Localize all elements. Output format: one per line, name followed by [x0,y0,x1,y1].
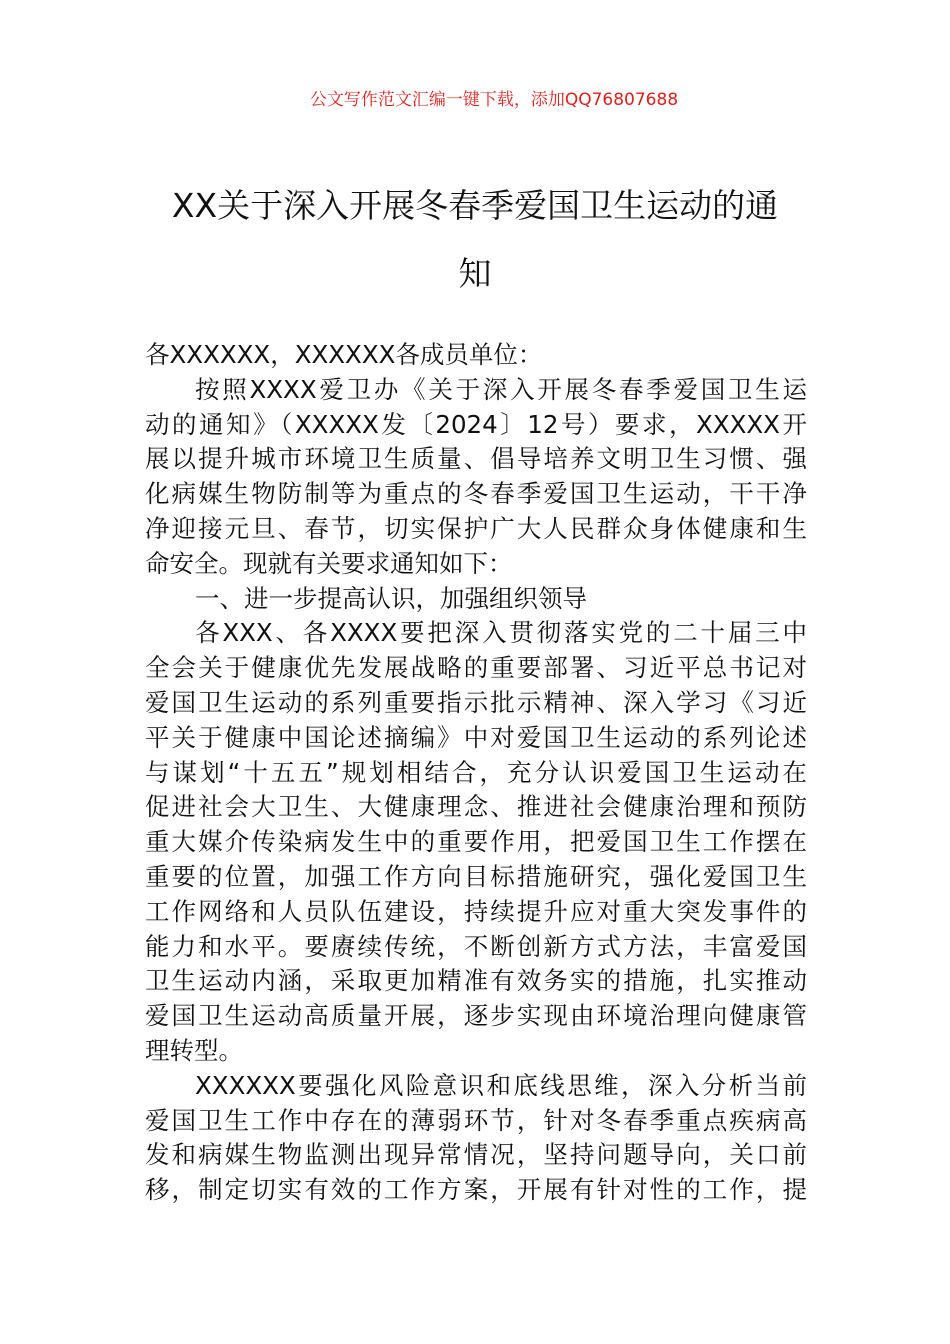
body-text-line: 重要的位置，加强工作方向目标措施研究，强化爱国卫生 [145,861,807,891]
body-text-line: 工作网络和人员队伍建设，持续提升应对重大突发事件的 [145,896,807,926]
body-text-line: 净迎接元旦、春节，切实保护广大人民群众身体健康和生 [145,513,807,543]
body-text-line: 爱国卫生工作中存在的薄弱环节，针对冬春季重点疾病高 [145,1105,807,1135]
body-text-line: 促进社会大卫生、大健康理念、推进社会健康治理和预防 [145,792,807,822]
body-text-line: 爱国卫生运动的系列重要指示批示精神、深入学习《习近 [145,687,807,717]
body-text-line: 重大媒介传染病发生中的重要作用，把爱国卫生工作摆在 [145,827,807,857]
body-text-line: 卫生运动内涵，采取更加精准有效务实的措施，扎实推动 [145,966,807,996]
body-text-line: 一、进一步提高认识，加强组织领导 [195,583,587,613]
body-text-line: 理转型。 [145,1035,243,1065]
body-text-line: 发和病媒生物监测出现异常情况，坚持问题导向，关口前 [145,1140,807,1170]
body-text-line: 平关于健康中国论述摘编》中对爱国卫生运动的系列论述 [145,722,807,752]
body-text-line: 爱国卫生运动高质量开展，逐步实现由环境治理向健康管 [145,1001,807,1031]
body-text-line: 与谋划“十五五”规划相结合，充分认识爱国卫生运动在 [145,757,807,787]
document-body [145,338,807,1208]
body-text-line: 能力和水平。要赓续传统，不断创新方式方法，丰富爱国 [145,931,807,961]
body-text-line: 展以提升城市环境卫生质量、倡导培养文明卫生习惯、强 [145,444,807,474]
document-title-line-2: 知 [458,254,492,293]
document-title-line-1: XX关于深入开展冬春季爱国卫生运动的通 [171,186,779,225]
body-text-line: 命安全。现就有关要求通知如下： [145,548,513,578]
promo-header: 公文写作范文汇编一键下载，添加QQ76807688 [309,90,679,110]
body-text-line: 各XXX、各XXXX要把深入贯彻落实党的二十届三中 [195,618,807,648]
body-text-line: 全会关于健康优先发展战略的重要部署、习近平总书记对 [145,653,807,683]
body-text-line: 按照XXXX爱卫办《关于深入开展冬春季爱国卫生运 [195,374,807,404]
body-text-line: 动的通知》（XXXXX发〔2024〕12号）要求，XXXXX开 [145,409,807,439]
body-text-line: 各XXXXXX，XXXXXX各成员单位： [145,340,543,369]
body-text-line: XXXXXX要强化风险意识和底线思维，深入分析当前 [195,1070,807,1100]
body-text-line: 移，制定切实有效的工作方案，开展有针对性的工作，提 [145,1175,807,1205]
body-text-line: 化病媒生物防制等为重点的冬春季爱国卫生运动，干干净 [145,479,807,509]
